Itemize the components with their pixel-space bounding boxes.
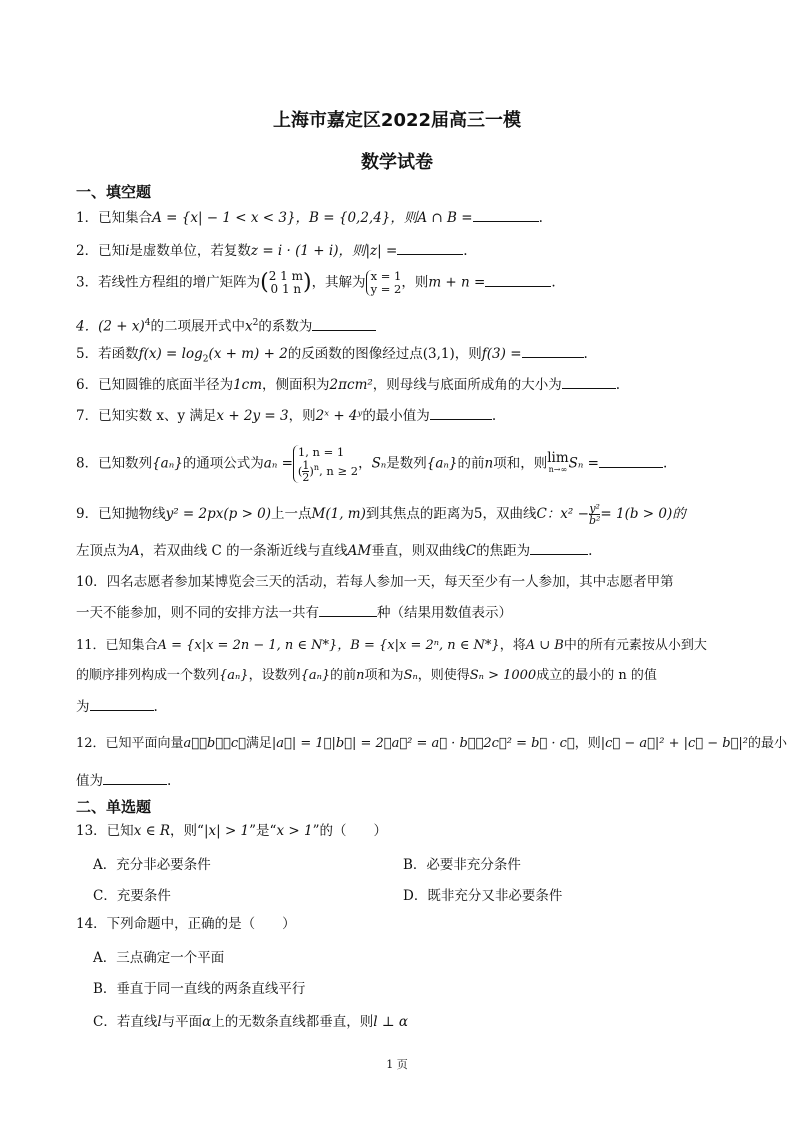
question-4: 4．$(2 + x)^4$的二项展开式中$x^2$的系数为 [76, 313, 726, 337]
question-3: 3．若线性方程组的增广矩阵为( 2 1 m 0 1 n )，其解为 x = 1 y = 2 ，则m + n = . [76, 269, 556, 296]
question-5: 5．若函数$f(x) = \log_2(x + m) + 2$的反函数的图像经过点(3,1)，则f(3) = . [76, 343, 726, 370]
question-13: 13．已知x ∈ R，则“|x| > 1”是“x > 1”的（ ） [76, 823, 387, 839]
piecewise-definition: 1, n = 1 ( $\frac{1}{2}$ )$^n$, n ≥ 2 [293, 445, 358, 483]
question-7: 7．已知实数 x、y 满足x + 2y = 3，则2ˣ + 4ʸ的最小值为 . [76, 405, 726, 426]
question-1: 1．已知集合A = {x| − 1 < x < 3}，B = {0,2,4}，则A ∩ B = . [76, 207, 726, 228]
question-11: 11．已知集合A = {x|x = 2n − 1, n ∈ N*}，B = {x|x = 2ⁿ, n ∈ N*}，将A ∪ B中的所有元素按从小到大 [76, 638, 707, 653]
question-11-line-2: 的顺序排列构成一个数列{aₙ}，设数列{aₙ}的前n项和为Sₙ，则使得Sₙ > 1000成立的最小的 n 的值 [76, 668, 657, 683]
q13-option-d[interactable]: D．既非充分又非必要条件 [403, 888, 563, 904]
question-6: 6．已知圆锥的底面半径为1cm，侧面积为2πcm²，则母线与底面所成角的大小为 . [76, 374, 726, 395]
q13-option-c[interactable]: C．充要条件 [93, 888, 171, 904]
q13-option-a[interactable]: A．充分非必要条件 [93, 857, 211, 873]
question-2: 2．已知i是虚数单位，若复数z = i · (1 + i)，则|z| = . [76, 240, 726, 261]
question-10-line-2: 一天不能参加，则不同的安排方法一共有 种（结果用数值表示） [76, 602, 726, 623]
question-9: 9．已知抛物线y² = 2px(p > 0)上一点M(1, m)到其焦点的距离为5，双曲线C：x² − $\frac{\text{y²}}{\text{b²}}$ = 1(b > 0)的 [76, 502, 686, 527]
answer-blank [473, 207, 539, 222]
answer-blank [522, 343, 584, 358]
augmented-matrix: 2 1 m 0 1 n [268, 269, 303, 296]
answer-blank [397, 240, 463, 255]
answer-blank [599, 453, 663, 468]
question-10: 10．四名志愿者参加某博览会三天的活动，若每人参加一天，每天至少有一人参加，其中志愿者甲第 [76, 574, 674, 590]
answer-blank [319, 602, 377, 617]
answer-blank [312, 316, 376, 331]
section-fill-heading: 一、填空题 [76, 183, 152, 201]
answer-blank [430, 405, 492, 420]
q14-option-a[interactable]: A．三点确定一个平面 [93, 950, 225, 966]
solution-system: x = 1 y = 2 [366, 270, 402, 296]
question-12: 12．已知平面向量a⃗，b⃗，c⃗满足|a⃗| = 1，|b⃗| = 2，a⃗² = a⃗ · b⃗，2c⃗² = b⃗ · c⃗，则|c⃗ − a⃗|² + |c⃗ − b⃗|²的最小 [76, 736, 787, 751]
exam-title: 上海市嘉定区2022届高三一模 [272, 110, 522, 131]
answer-blank [90, 696, 154, 711]
answer-blank [103, 770, 167, 785]
question-12-line-2: 值为 . [76, 770, 726, 791]
q13-option-b[interactable]: B．必要非充分条件 [403, 857, 521, 873]
page-number: 1 页 [386, 1058, 408, 1071]
q14-option-c[interactable]: C．若直线l与平面α上的无数条直线都垂直，则l ⊥ α [93, 1014, 409, 1030]
question-14: 14．下列命题中，正确的是（ ） [76, 916, 296, 932]
question-9-line-2: 左顶点为A，若双曲线 C 的一条渐近线与直线AM垂直，则双曲线C的焦距为 . [76, 540, 726, 561]
question-8: 8．已知数列{aₙ}的通项公式为aₙ = 1, n = 1 ( $\frac{1}{2}$ )$^n$, n ≥ 2 ，Sₙ是数列{aₙ}的前n项和，则 lim n→∞ Sₙ = . [76, 445, 668, 485]
answer-blank [562, 374, 616, 389]
limit-operator: lim n→∞ [547, 450, 569, 475]
section-single-heading: 二、单选题 [76, 798, 152, 816]
answer-blank [530, 540, 588, 555]
question-11-line-3: 为 . [76, 696, 726, 717]
q14-option-b[interactable]: B．垂直于同一直线的两条直线平行 [93, 981, 306, 997]
answer-blank [485, 272, 551, 287]
exam-subtitle: 数学试卷 [361, 152, 433, 173]
